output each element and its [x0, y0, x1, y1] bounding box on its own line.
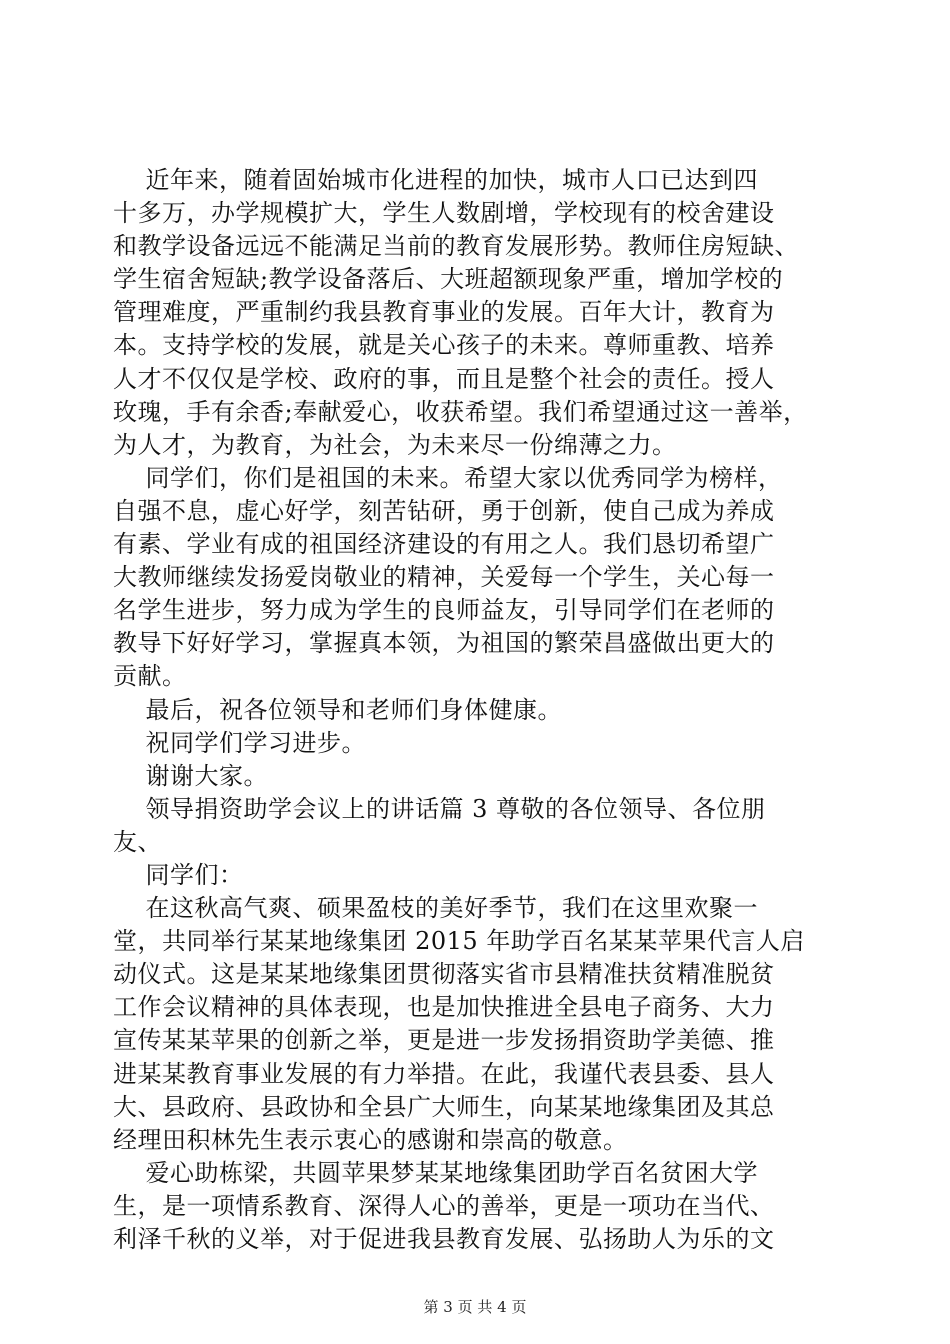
text-line: 进某某教育事业发展的有力举措。在此，我谨代表县委、县人 [113, 1059, 775, 1088]
text-line: 自强不息，虚心好学，刻苦钻研，勇于创新，使自己成为养成 [113, 496, 775, 525]
text-line: 动仪式。这是某某地缘集团贯彻落实省市县精准扶贫精准脱贫 [113, 960, 775, 989]
text-line: 本。支持学校的发展，就是关心孩子的未来。尊师重教、培养 [113, 331, 775, 360]
text-line: 人才不仅仅是学校、政府的事，而且是整个社会的责任。授人 [113, 364, 775, 393]
text-line: 领导捐资助学会议上的讲话篇 3 尊敬的各位领导、各位朋 [113, 794, 766, 823]
text-line: 管理难度，严重制约我县教育事业的发展。百年大计，教育为 [113, 298, 775, 327]
text-line: 爱心助栋梁，共圆苹果梦某某地缘集团助学百名贫困大学 [113, 1158, 759, 1187]
text-line: 同学们，你们是祖国的未来。希望大家以优秀同学为榜样， [113, 463, 783, 492]
text-line: 为人才，为教育，为社会，为未来尽一份绵薄之力。 [113, 430, 677, 459]
text-line: 有素、学业有成的祖国经济建设的有用之人。我们恳切希望广 [113, 530, 775, 559]
text-line: 宣传某某苹果的创新之举，更是进一步发扬捐资助学美德、推 [113, 1026, 775, 1055]
text-line: 利泽千秋的义举，对于促进我县教育发展、弘扬助人为乐的文 [113, 1225, 775, 1253]
text-line: 大教师继续发扬爱岗敬业的精神，关爱每一个学生，关心每一 [113, 563, 775, 592]
text-line: 近年来，随着固始城市化进程的加快，城市人口已达到四 [113, 166, 759, 194]
text-line: 友、 [113, 827, 162, 856]
text-line: 贡献。 [113, 662, 187, 691]
text-line: 学生宿舍短缺;教学设备落后、大班超额现象严重，增加学校的 [113, 265, 784, 294]
text-line: 同学们： [113, 860, 244, 889]
text-line: 最后，祝各位领导和老师们身体健康。 [113, 695, 563, 724]
text-line: 工作会议精神的具体表现，也是加快推进全县电子商务、大力 [113, 993, 775, 1022]
text-line: 生，是一项情系教育、深得人心的善举，更是一项功在当代、 [113, 1191, 775, 1220]
text-line: 经理田积林先生表示衷心的感谢和崇高的敬意。 [113, 1125, 628, 1154]
text-line: 和教学设备远远不能满足当前的教育发展形势。教师住房短缺、 [113, 232, 799, 261]
text-line: 十多万，办学规模扩大，学生人数剧增，学校现有的校舍建设 [113, 199, 775, 228]
text-line: 玫瑰，手有余香;奉献爱心，收获希望。我们希望通过这一善举， [113, 397, 808, 426]
text-line: 大、县政府、县政协和全县广大师生，向某某地缘集团及其总 [113, 1092, 775, 1121]
page-footer: 第 3 页 共 4 页 [423, 1298, 527, 1316]
text-line: 教导下好好学习，掌握真本领，为祖国的繁荣昌盛做出更大的 [113, 629, 775, 658]
text-line: 谢谢大家。 [113, 761, 269, 790]
text-line: 在这秋高气爽、硕果盈枝的美好季节，我们在这里欢聚一 [113, 894, 759, 923]
text-line: 堂，共同举行某某地缘集团 2015 年助学百名某某苹果代言人启 [113, 927, 805, 956]
body-text [113, 164, 833, 1256]
text-line: 祝同学们学习进步。 [113, 728, 367, 757]
text-line: 名学生进步，努力成为学生的良师益友，引导同学们在老师的 [113, 596, 775, 625]
